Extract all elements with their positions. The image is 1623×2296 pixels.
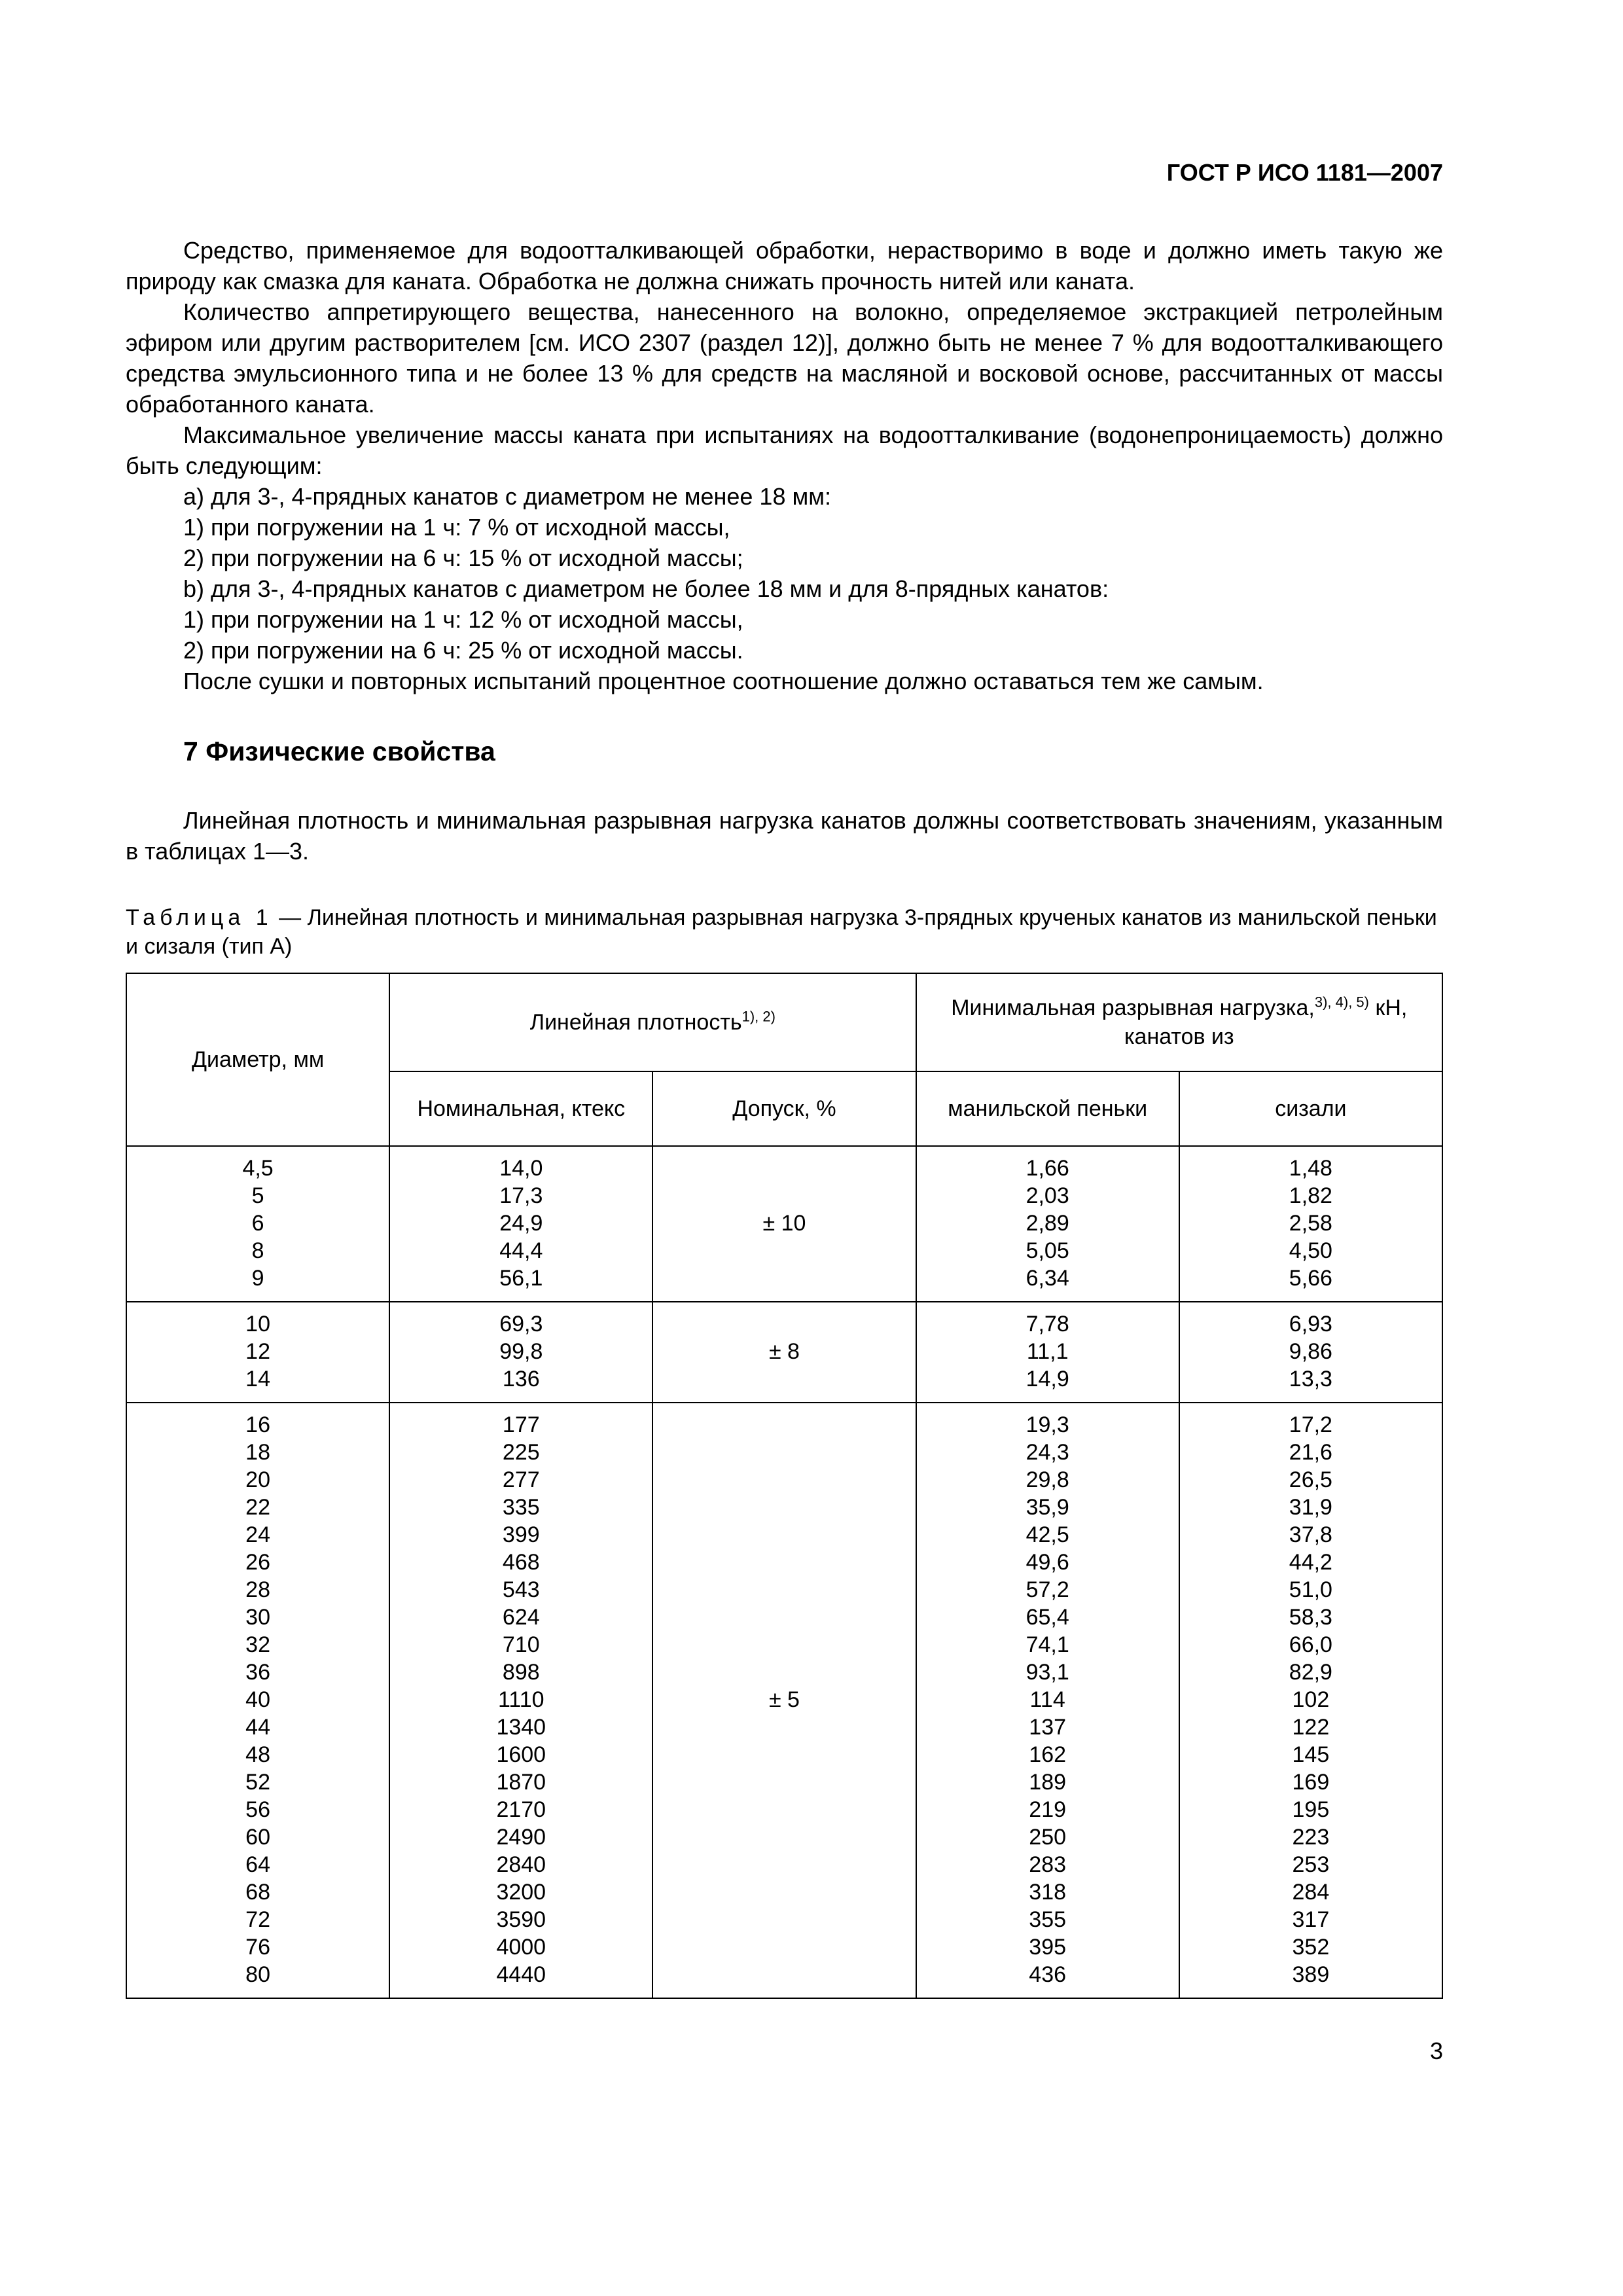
manila-cell: [916, 1146, 1179, 1302]
cell-value: 114: [1029, 1687, 1065, 1712]
cell-value: 177: [502, 1412, 540, 1437]
cell-value: 69,3: [499, 1312, 543, 1336]
cell-value: 137: [1029, 1715, 1067, 1740]
header-breaking-load-line2: канатов из: [1124, 1024, 1234, 1049]
cell-value: 4440: [496, 1962, 546, 1987]
cell-value: 1,66: [1026, 1156, 1069, 1181]
cell-value: 389: [1292, 1962, 1330, 1987]
cell-value: 82,9: [1289, 1660, 1332, 1685]
cell-value: 5,05: [1026, 1238, 1069, 1263]
cell-value: 18: [245, 1440, 270, 1465]
cell-value: 395: [1029, 1935, 1067, 1960]
paragraph-linear-density-intro: Линейная плотность и минимальная разрывная нагрузка канатов должны соответствовать значениям, указанным в таблицах 1—3.: [126, 807, 1443, 865]
tolerance-value: ± 8: [768, 1339, 800, 1364]
cell-value: 29,8: [1026, 1467, 1069, 1492]
cell-value: 145: [1292, 1742, 1330, 1767]
cell-value: 60: [245, 1825, 270, 1850]
cell-value: 76: [245, 1935, 270, 1960]
paragraph-treatment-agent: Средство, применяемое для водоотталкивающей обработки, нерастворимо в воде и должно иметь такую же природу как смазка для каната. Обработка не должна снижать прочность нитей или каната.: [126, 237, 1443, 295]
cell-value: 31,9: [1289, 1495, 1332, 1520]
cell-value: 5,66: [1289, 1266, 1332, 1291]
header-breaking-load-sup: 3), 4), 5): [1314, 994, 1369, 1011]
cell-value: 1340: [496, 1715, 546, 1740]
conditions-list: [126, 481, 1443, 666]
header-sisal: сизали: [1179, 1071, 1442, 1146]
cell-value: 13,3: [1289, 1367, 1332, 1391]
tolerance-cell: [652, 1146, 916, 1302]
cell-value: 26: [245, 1550, 270, 1575]
section-heading-physical-properties: 7 Физические свойства: [183, 736, 495, 766]
page-number: 3: [1429, 2037, 1443, 2064]
cell-value: 9: [251, 1266, 264, 1291]
cell-value: 223: [1292, 1825, 1330, 1850]
cell-value: 1,82: [1289, 1183, 1332, 1208]
cell-value: 56: [245, 1797, 270, 1822]
diameter-cell: [126, 1403, 389, 1998]
table-group-row: [126, 1146, 1442, 1302]
cell-value: 17,3: [499, 1183, 543, 1208]
cell-value: 72: [245, 1907, 270, 1932]
cell-value: 12: [245, 1339, 270, 1364]
cell-value: 710: [502, 1632, 540, 1657]
cell-value: 30: [245, 1605, 270, 1630]
cell-value: 44,2: [1289, 1550, 1332, 1575]
cell-value: 219: [1029, 1797, 1067, 1822]
doc-code: ГОСТ Р ИСО 1181—2007: [1166, 159, 1443, 186]
header-linear-density-sup: 1), 2): [741, 1008, 776, 1025]
cell-value: 19,3: [1026, 1412, 1069, 1437]
cell-value: 14,9: [1026, 1367, 1069, 1391]
list-item: 1) при погружении на 1 ч: 12 % от исходной массы,: [183, 606, 743, 633]
nominal-cell: [389, 1302, 652, 1403]
cell-value: 44,4: [499, 1238, 543, 1263]
cell-value: 1870: [496, 1770, 546, 1795]
cell-value: 253: [1292, 1852, 1330, 1877]
cell-value: 22: [245, 1495, 270, 1520]
header-breaking-load-line1: [929, 994, 1430, 1022]
cell-value: 9,86: [1289, 1339, 1332, 1364]
paragraph-finishing-amount: Количество аппретирующего вещества, нанесенного на волокно, определяемое экстракцией петролейным эфиром или другим растворителем [см. ИСО 2307 (раздел 12)], должно быть не менее 7 % для водоотталкивающего средства эмульсионного типа и не более 13 % для средств на масляной и восковой основе, рассчитанных от массы обработанного каната.: [126, 298, 1443, 418]
cell-value: 74,1: [1026, 1632, 1069, 1657]
nominal-cell: [389, 1403, 652, 1998]
cell-value: 51,0: [1289, 1577, 1332, 1602]
header-diameter: Диаметр, мм: [126, 973, 389, 1146]
cell-value: 468: [502, 1550, 540, 1575]
cell-value: 48: [245, 1742, 270, 1767]
header-linear-density: [389, 973, 916, 1071]
manila-cell: [916, 1403, 1179, 1998]
header-breaking-load-label: Минимальная разрывная нагрузка,: [951, 996, 1315, 1020]
cell-value: 2490: [496, 1825, 546, 1850]
diameter-cell: [126, 1146, 389, 1302]
cell-value: 35,9: [1026, 1495, 1069, 1520]
tolerance-value: ± 5: [768, 1687, 800, 1712]
cell-value: 52: [245, 1770, 270, 1795]
cell-value: 32: [245, 1632, 270, 1657]
cell-value: 37,8: [1289, 1522, 1332, 1547]
cell-value: 6,34: [1026, 1266, 1069, 1291]
cell-value: 335: [502, 1495, 540, 1520]
cell-value: 317: [1292, 1907, 1330, 1932]
cell-value: 543: [502, 1577, 540, 1602]
cell-value: 24,3: [1026, 1440, 1069, 1465]
cell-value: 189: [1029, 1770, 1067, 1795]
table-caption-text: — Линейная плотность и минимальная разрывная нагрузка 3-прядных крученых канатов из манильской пеньки и сизаля (тип А): [126, 905, 1437, 959]
table-caption-label: Таблица 1: [126, 905, 273, 930]
cell-value: 42,5: [1026, 1522, 1069, 1547]
cell-value: 225: [502, 1440, 540, 1465]
cell-value: 10: [245, 1312, 270, 1336]
cell-value: 4,50: [1289, 1238, 1332, 1263]
nominal-cell: [389, 1146, 652, 1302]
cell-value: 3590: [496, 1907, 546, 1932]
cell-value: 24: [245, 1522, 270, 1547]
tolerance-cell: [652, 1403, 916, 1998]
cell-value: 8: [251, 1238, 264, 1263]
cell-value: 6,93: [1289, 1312, 1332, 1336]
cell-value: 26,5: [1289, 1467, 1332, 1492]
list-item: 2) при погружении на 6 ч: 15 % от исходной массы;: [183, 545, 743, 571]
cell-value: 1,48: [1289, 1156, 1332, 1181]
rope-properties-table: [126, 973, 1443, 1999]
cell-value: 56,1: [499, 1266, 543, 1291]
cell-value: 169: [1292, 1770, 1330, 1795]
cell-value: 14,0: [499, 1156, 543, 1181]
tolerance-cell: [652, 1302, 916, 1403]
cell-value: 36: [245, 1660, 270, 1685]
sisal-cell: [1179, 1403, 1442, 1998]
cell-value: 136: [502, 1367, 540, 1391]
sisal-cell: [1179, 1146, 1442, 1302]
cell-value: 283: [1029, 1852, 1067, 1877]
cell-value: 17,2: [1289, 1412, 1332, 1437]
cell-value: 99,8: [499, 1339, 543, 1364]
cell-value: 195: [1292, 1797, 1330, 1822]
cell-value: 250: [1029, 1825, 1067, 1850]
cell-value: 1600: [496, 1742, 546, 1767]
cell-value: 65,4: [1026, 1605, 1069, 1630]
cell-value: 24,9: [499, 1211, 543, 1236]
cell-value: 284: [1292, 1880, 1330, 1905]
cell-value: 122: [1292, 1715, 1330, 1740]
sisal-cell: [1179, 1302, 1442, 1403]
cell-value: 6: [251, 1211, 264, 1236]
cell-value: 352: [1292, 1935, 1330, 1960]
header-tolerance: Допуск, %: [652, 1071, 916, 1146]
cell-value: 4,5: [242, 1156, 274, 1181]
list-item: 2) при погружении на 6 ч: 25 % от исходной массы.: [183, 637, 743, 664]
cell-value: 40: [245, 1687, 270, 1712]
cell-value: 16: [245, 1412, 270, 1437]
manila-cell: [916, 1302, 1179, 1403]
cell-value: 2840: [496, 1852, 546, 1877]
cell-value: 80: [245, 1962, 270, 1987]
table-group-row: [126, 1403, 1442, 1998]
cell-value: 11,1: [1026, 1339, 1069, 1364]
cell-value: 1110: [497, 1687, 544, 1712]
cell-value: 277: [502, 1467, 540, 1492]
list-item: 1) при погружении на 1 ч: 7 % от исходной массы,: [183, 514, 730, 541]
table-body: [126, 1146, 1442, 1998]
cell-value: 355: [1029, 1907, 1067, 1932]
cell-value: 93,1: [1026, 1660, 1069, 1685]
cell-value: 57,2: [1026, 1577, 1069, 1602]
list-item: b) для 3-, 4-прядных канатов с диаметром не более 18 мм и для 8-прядных канатов:: [183, 575, 1109, 602]
cell-value: 58,3: [1289, 1605, 1332, 1630]
cell-value: 4000: [496, 1935, 546, 1960]
cell-value: 20: [245, 1467, 270, 1492]
paragraph-mass-increase: Максимальное увеличение массы каната при испытаниях на водоотталкивание (водонепроницаемость) должно быть следующим:: [126, 422, 1443, 479]
cell-value: 21,6: [1289, 1440, 1332, 1465]
paragraph-after-drying: После сушки и повторных испытаний процентное соотношение должно оставаться тем же самым.: [183, 668, 1264, 694]
cell-value: 2,03: [1026, 1183, 1069, 1208]
header-breaking-load: [916, 973, 1442, 1071]
cell-value: 64: [245, 1852, 270, 1877]
cell-value: 399: [502, 1522, 540, 1547]
cell-value: 44: [245, 1715, 270, 1740]
table-caption: [126, 903, 1443, 961]
cell-value: 68: [245, 1880, 270, 1905]
cell-value: 102: [1292, 1687, 1330, 1712]
header-linear-density-label: Линейная плотность: [529, 1010, 742, 1035]
cell-value: 436: [1029, 1962, 1067, 1987]
cell-value: 2170: [496, 1797, 546, 1822]
cell-value: 162: [1029, 1742, 1067, 1767]
diameter-cell: [126, 1302, 389, 1403]
cell-value: 624: [502, 1605, 540, 1630]
cell-value: 318: [1029, 1880, 1067, 1905]
cell-value: 898: [502, 1660, 540, 1685]
header-nominal: Номинальная, ктекс: [389, 1071, 652, 1146]
list-item: a) для 3-, 4-прядных канатов с диаметром не менее 18 мм:: [183, 483, 831, 510]
cell-value: 14: [245, 1367, 270, 1391]
cell-value: 2,89: [1026, 1211, 1069, 1236]
table-group-row: [126, 1302, 1442, 1403]
header-breaking-load-suffix: кН,: [1369, 996, 1408, 1020]
table-header: [126, 973, 1442, 1146]
cell-value: 66,0: [1289, 1632, 1332, 1657]
cell-value: 7,78: [1026, 1312, 1069, 1336]
cell-value: 5: [251, 1183, 264, 1208]
tolerance-value: ± 10: [762, 1211, 806, 1236]
header-manila: манильской пеньки: [916, 1071, 1179, 1146]
cell-value: 49,6: [1026, 1550, 1069, 1575]
cell-value: 28: [245, 1577, 270, 1602]
cell-value: 2,58: [1289, 1211, 1332, 1236]
cell-value: 3200: [496, 1880, 546, 1905]
